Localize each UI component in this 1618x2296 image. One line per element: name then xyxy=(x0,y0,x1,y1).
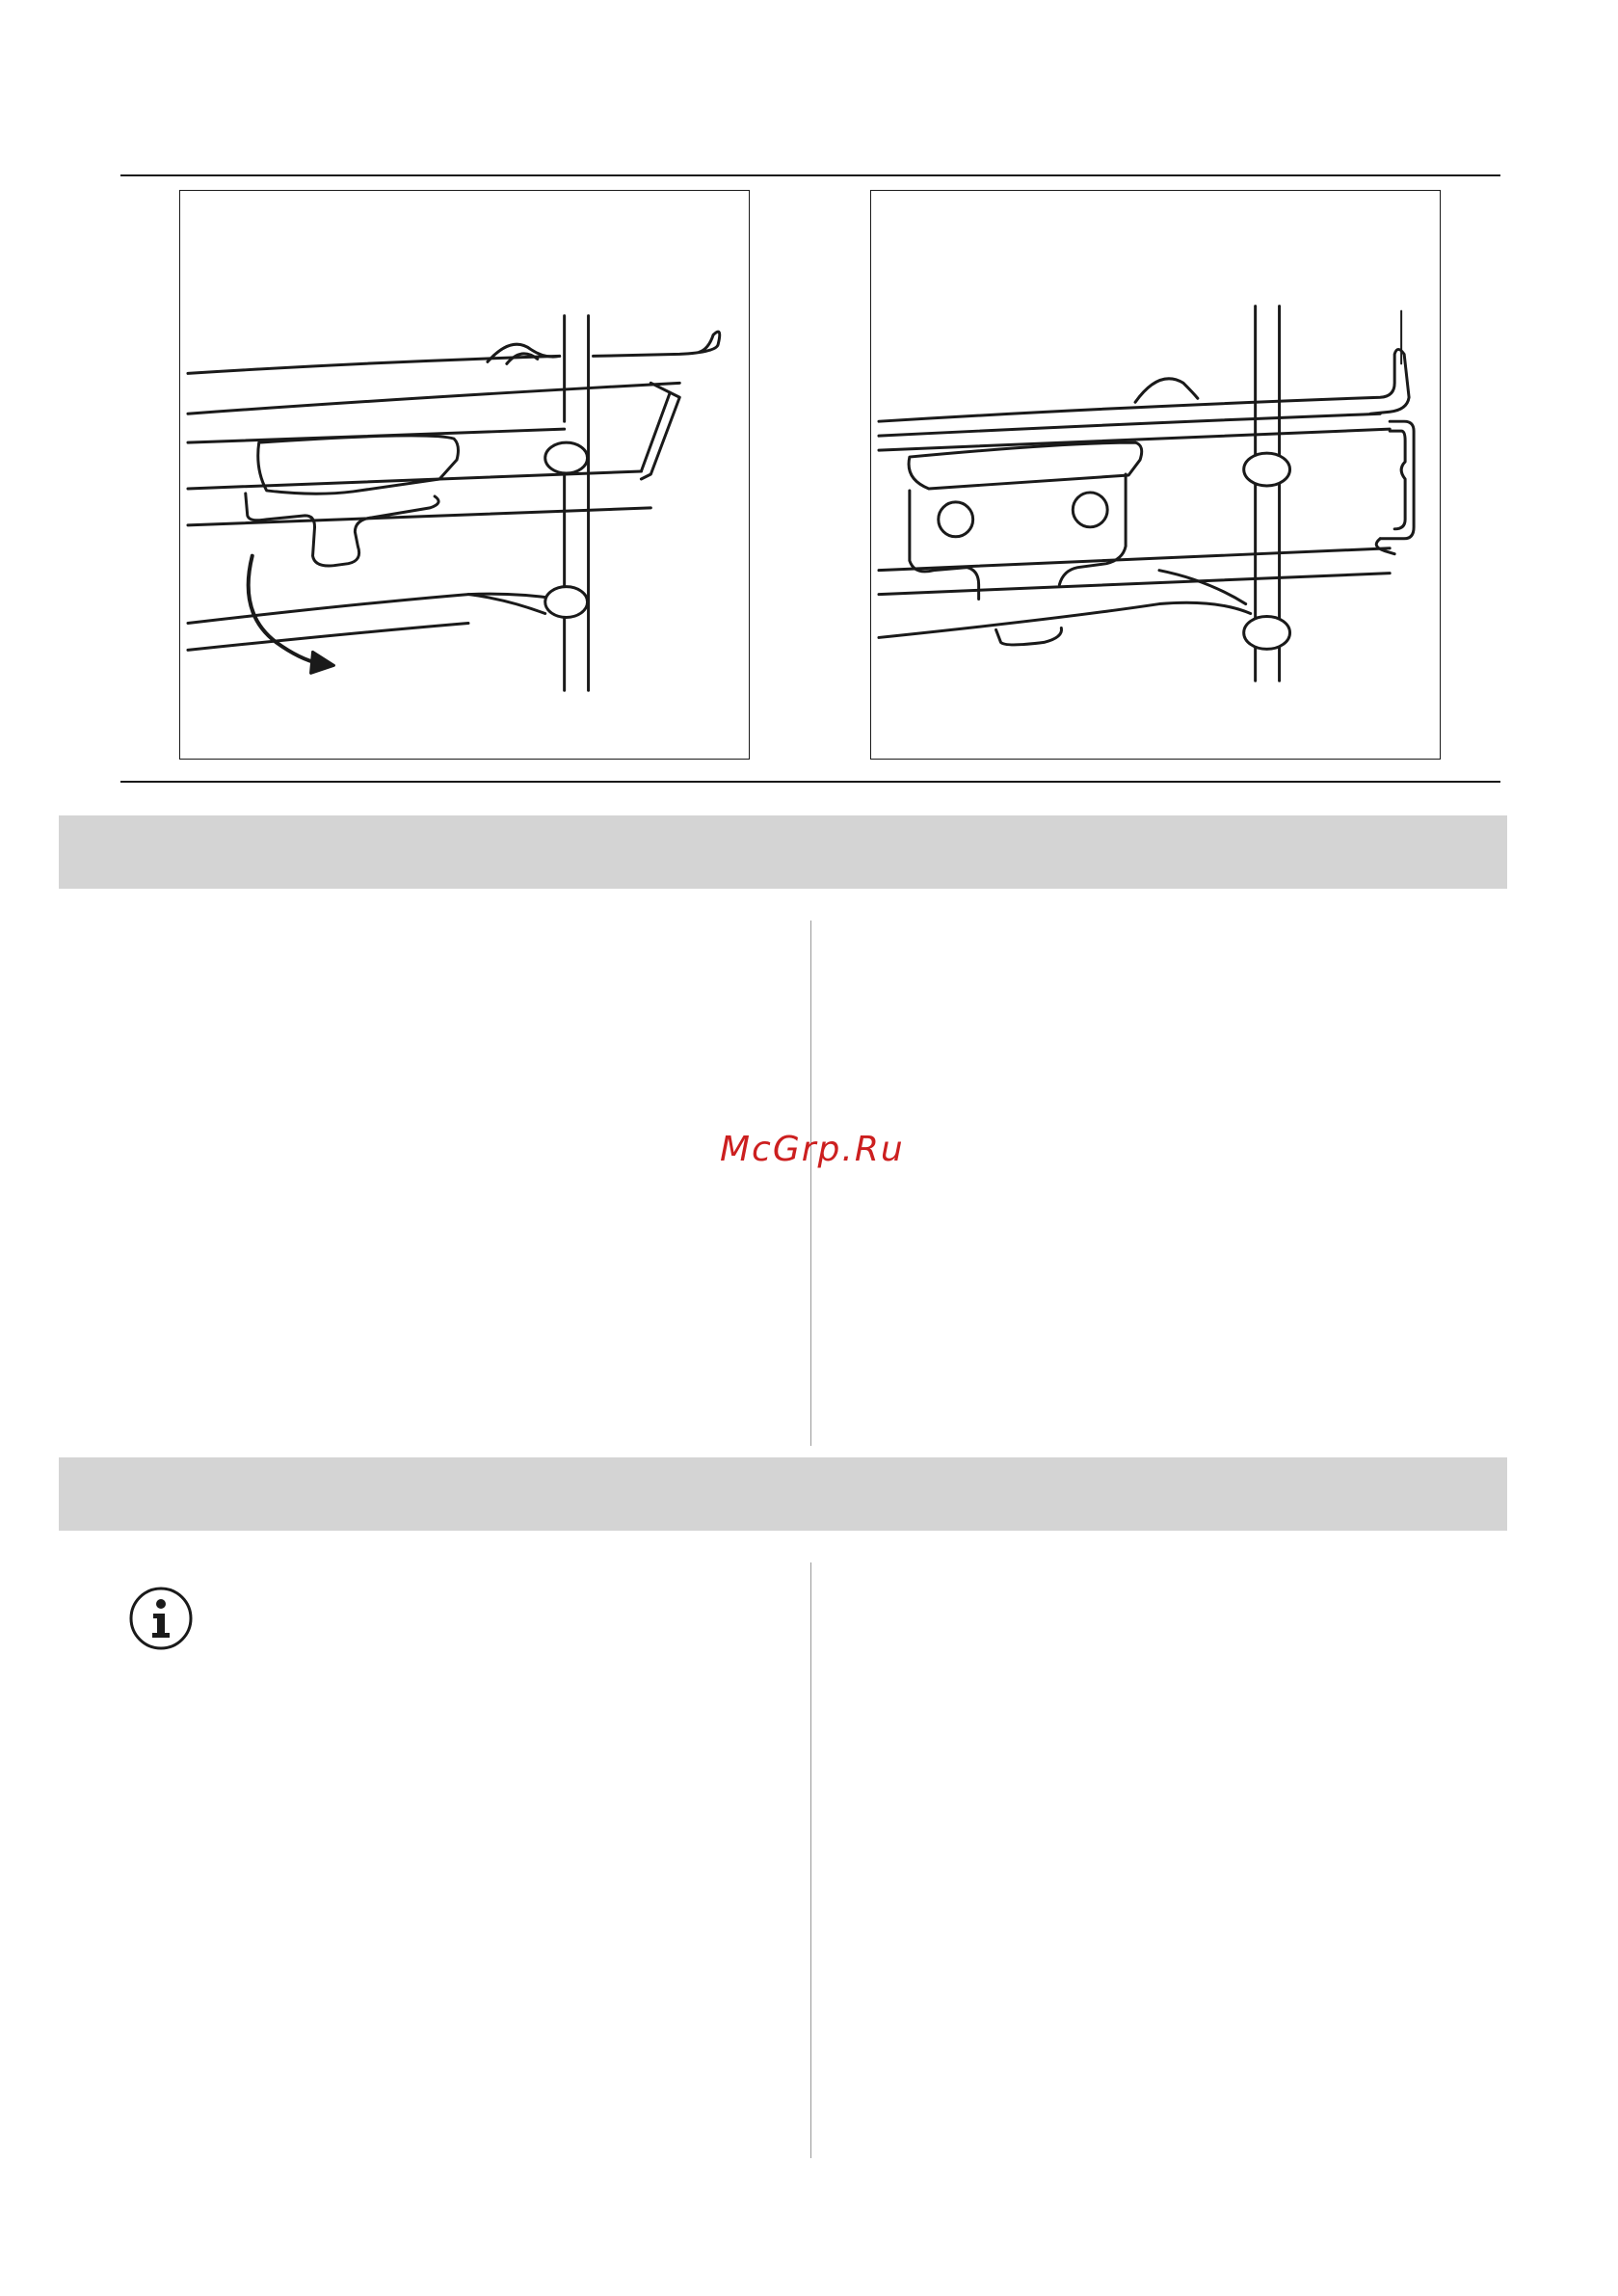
mount-screw-1 xyxy=(939,502,973,537)
mount-plate-right xyxy=(1059,474,1126,585)
info-icon xyxy=(127,1585,195,1652)
bottom-rule xyxy=(120,781,1500,783)
lower-wire xyxy=(879,602,1251,637)
runner-end xyxy=(641,383,679,479)
watermark-text: McGrp.Ru xyxy=(720,1130,905,1169)
rail-release-drawing xyxy=(180,191,749,759)
latch-hook xyxy=(246,494,438,566)
section-header-band-2 xyxy=(59,1457,1507,1531)
runner-tab xyxy=(996,627,1062,644)
wire-joint-2 xyxy=(545,587,588,618)
runner-end xyxy=(1380,421,1414,539)
rail-installed-drawing xyxy=(871,191,1440,759)
wire-joint-2 xyxy=(1244,617,1290,650)
rail-installed-figure xyxy=(870,190,1441,760)
column-divider-1 xyxy=(810,921,811,1446)
latch-handle xyxy=(909,442,1142,489)
top-rail-lower xyxy=(188,383,679,414)
top-rail-edge xyxy=(188,356,560,373)
lower-wire-bottom xyxy=(188,623,468,650)
top-rail xyxy=(879,349,1409,421)
mount-screw-2 xyxy=(1073,493,1107,527)
wire-joint-1 xyxy=(1244,453,1290,486)
lower-wire-top xyxy=(188,594,560,623)
top-rule xyxy=(120,174,1500,176)
rail-clip xyxy=(1135,379,1198,402)
rotate-arrow-head xyxy=(311,652,334,673)
column-divider-2 xyxy=(810,1562,811,2158)
rail-release-figure xyxy=(179,190,750,760)
section-header-band-1 xyxy=(59,815,1507,889)
wire-joint-1 xyxy=(545,442,588,473)
